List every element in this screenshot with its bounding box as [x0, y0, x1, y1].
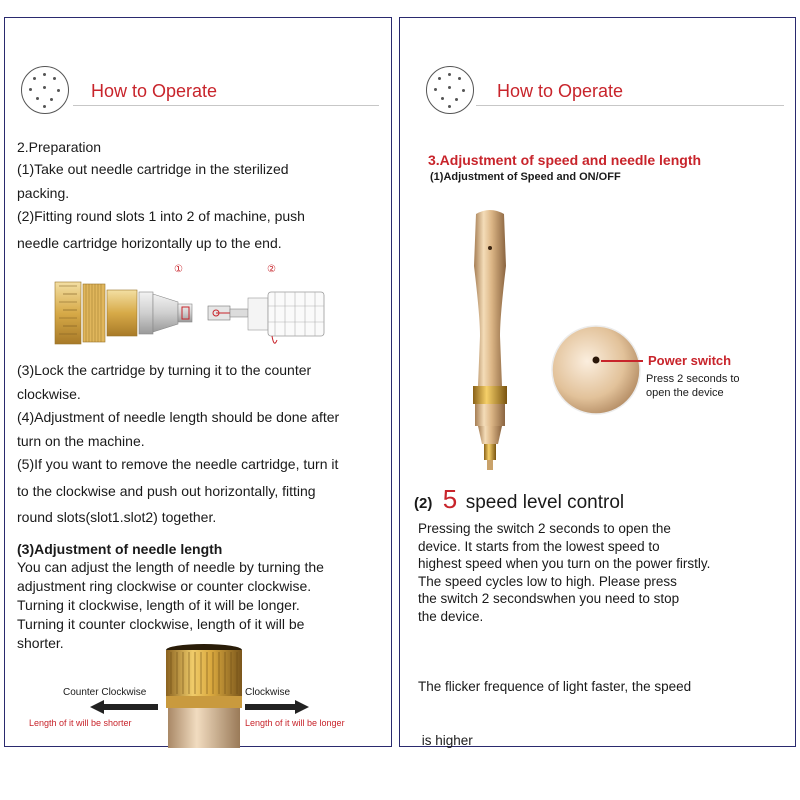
header-rule — [73, 105, 379, 106]
preparation-title: 2.Preparation — [17, 139, 102, 155]
left-panel — [4, 17, 392, 747]
text-line: (2)Fitting round slots 1 into 2 of machine, push — [17, 208, 305, 224]
text-line: Press 2 seconds to — [646, 373, 740, 385]
needle-length-title: (3)Adjustment of needle length — [17, 541, 223, 557]
text-line: (4)Adjustment of needle length should be done after — [17, 409, 340, 425]
counter-clockwise-label: Counter Clockwise — [63, 687, 147, 698]
dotted-circle-icon — [426, 66, 474, 114]
header-title: How to Operate — [497, 81, 624, 101]
text-line: round slots(slot1.slot2) together. — [17, 509, 217, 525]
text-line: device. It starts from the lowest speed to — [418, 538, 660, 554]
text-line: The speed cycles low to high. Please press — [418, 573, 677, 589]
speed-section-title: 3.Adjustment of speed and needle length — [428, 152, 702, 168]
arrow-left-icon — [90, 700, 158, 714]
speed-control-heading — [414, 484, 624, 515]
text-line: highest speed when you turn on the power firstly. — [418, 556, 711, 571]
text-line: is higher — [418, 733, 473, 748]
speed-heading-text: speed level control — [465, 492, 625, 513]
text-line: the switch 2 secondswhen you need to stop — [418, 591, 680, 606]
clockwise-label: Clockwise — [245, 687, 291, 698]
right-panel — [399, 17, 796, 747]
header-title: How to Operate — [91, 81, 218, 101]
text-line: clockwise. — [17, 385, 81, 402]
slot-marker-1: ① — [174, 264, 183, 275]
speed-level-number: 5 — [442, 484, 458, 514]
text-line: adjustment ring clockwise or counter clockwise. — [17, 578, 312, 594]
text-line: shorter. — [17, 635, 64, 651]
slot-marker-2: ② — [267, 264, 276, 275]
power-switch-pointer-line — [601, 360, 643, 362]
text-line: Pressing the switch 2 seconds to open the — [418, 521, 671, 536]
speed-heading-prefix: (2) — [414, 495, 433, 512]
power-switch-label: Power switch — [648, 353, 732, 368]
text-line: (3)Lock the cartridge by turning it to the counter — [17, 362, 312, 378]
speed-description — [418, 520, 710, 625]
text-line: The flicker frequence of light faster, the speed — [418, 679, 692, 694]
microneedle-pen-illustration — [460, 206, 520, 474]
adjustment-ring-illustration — [161, 642, 247, 748]
text-line: (1)Take out needle cartridge in the sterilized — [17, 161, 289, 177]
flicker-note — [418, 642, 691, 786]
power-switch-note — [646, 372, 740, 400]
needle-length-description — [17, 558, 324, 653]
text-line: the device. — [418, 608, 484, 624]
text-line: Turning it counter clockwise, length of it will be — [17, 616, 305, 632]
text-line: packing. — [17, 184, 70, 201]
dotted-circle-icon — [21, 66, 69, 114]
text-line: to the clockwise and push out horizontally, fitting — [17, 482, 316, 499]
text-line: needle cartridge horizontally up to the end. — [17, 234, 282, 251]
shorter-length-label: Length of it will be shorter — [29, 718, 132, 728]
cartridge-fitting-illustration — [53, 276, 343, 356]
header-rule — [476, 105, 784, 106]
longer-length-label: Length of it will be longer — [245, 718, 345, 728]
preparation-steps — [17, 158, 305, 255]
arrow-right-icon — [245, 700, 309, 714]
lock-cartridge-steps — [17, 359, 339, 530]
text-line: open the device — [646, 387, 724, 399]
power-switch-closeup — [550, 324, 642, 416]
text-line: You can adjust the length of needle by turning the — [17, 559, 324, 575]
text-line: Turning it clockwise, length of it will be longer. — [17, 597, 300, 613]
text-line: turn on the machine. — [17, 432, 145, 449]
speed-subsection-title: (1)Adjustment of Speed and ON/OFF — [430, 171, 621, 183]
text-line: (5)If you want to remove the needle cartridge, turn it — [17, 456, 339, 472]
